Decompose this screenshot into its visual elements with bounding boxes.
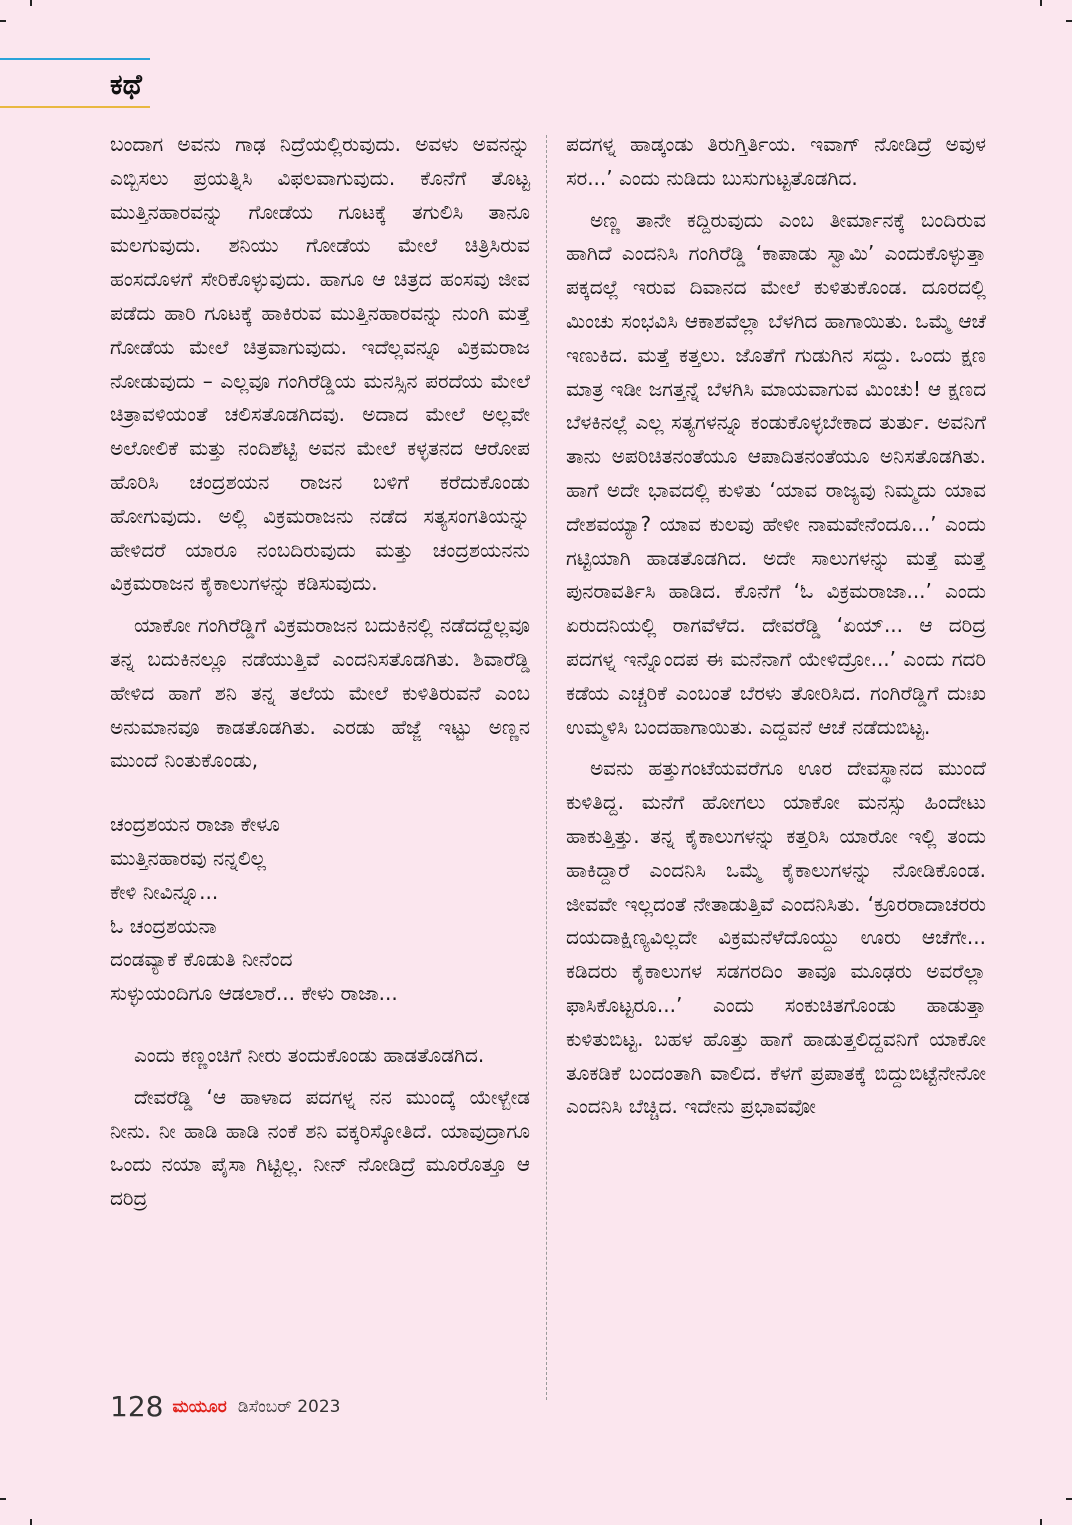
paragraph: ಅಣ್ಣ ತಾನೇ ಕದ್ದಿರುವುದು ಎಂಬ ತೀರ್ಮಾನಕ್ಕೆ ಬಂದಿರುವ ಹಾಗಿದೆ ಎಂದನಿಸಿ ಗಂಗಿರೆಡ್ಡಿ ‘ಕಾಪಾಡು ಸ್ವಾಮಿ’ ಎಂದುಕೊಳ್ಳುತ್ತಾ ಪಕ್ಕದಲ್ಲೆ ಇರುವ ದಿವಾನದ ಮೇಲೆ ಕುಳಿತುಕೊಂಡ. ದೂರದಲ್ಲಿ ಮಿಂಚು ಸಂಭವಿಸಿ ಆಕಾಶವೆಲ್ಲಾ ಬೆಳಗಿದ ಹಾಗಾಯಿತು. ಒಮ್ಮೆ ಆಚೆ ಇಣುಕಿದ. ಮತ್ತೆ ಕತ್ತಲು. ಜೊತೆಗೆ ಗುಡುಗಿನ ಸದ್ದು. ಒಂದು ಕ್ಷಣ ಮಾತ್ರ ಇಡೀ ಜಗತ್ತನ್ನೆ ಬೆಳಗಿಸಿ ಮಾಯವಾಗುವ ಮಿಂಚು! ಆ ಕ್ಷಣದ ಬೆಳಕಿನಲ್ಲೆ ಎಲ್ಲ ಸತ್ಯಗಳನ್ನೂ ಕಂಡುಕೊಳ್ಳಬೇಕಾದ ತುರ್ತು. ಅವನಿಗೆ ತಾನು ಅಪರಿಚಿತನಂತೆಯೂ ಆಪಾದಿತನಂತೆಯೂ ಅನಿಸತೊಡಗಿತು. ಹಾಗೆ ಅದೇ ಭಾವದಲ್ಲಿ ಕುಳಿತು ‘ಯಾವ ರಾಜ್ಯವು ನಿಮ್ಮದು ಯಾವ ದೇಶವಯ್ಯಾ? ಯಾವ ಕುಲವು ಹೇಳೀ ನಾಮವೇನೆಂದೂ...’ ಎಂದು ಗಟ್ಟಿಯಾಗಿ ಹಾಡತೊಡಗಿದ. ಅದೇ ಸಾಲುಗಳನ್ನು ಮತ್ತೆ ಮತ್ತೆ ಪುನರಾವರ್ತಿಸಿ ಹಾಡಿದ. ಕೊನೆಗೆ ‘ಓ ವಿಕ್ರಮರಾಜಾ...’ ಎಂದು ಏರುದನಿಯಲ್ಲಿ ರಾಗವೆಳೆದ. ದೇವರೆಡ್ಡಿ ‘ಏಯ್... ಆ ದರಿದ್ರ ಪದಗಳ್ನ ಇನ್ನೊಂದಪ ಈ ಮನೆನಾಗೆ ಯೇಳಿದ್ರೋ...’ ಎಂದು ಗದರಿ ಕಡೆಯ ಎಚ್ಚರಿಕೆ ಎಂಬಂತೆ ಬೆರಳು ತೋರಿಸಿದ. ಗಂಗಿರೆಡ್ಡಿಗೆ ದುಃಖ ಉಮ್ಮಳಿಸಿ ಬಂದಹಾಗಾಯಿತು. ಎದ್ದವನೆ ಆಚೆ ನಡೆದುಬಿಟ್ಟ. (566, 207, 986, 739)
crop-mark (1040, 0, 1042, 6)
crop-mark (1040, 1519, 1042, 1525)
crop-mark (1066, 20, 1072, 22)
verse-line: ದಂಡವ್ಯಾಕೆ ಕೊಡುತಿ ನೀನೆಂದ (110, 947, 293, 972)
page-number: 128 (110, 1390, 164, 1423)
section-title: ಕಥೆ (110, 68, 142, 101)
paragraph: ಅವನು ಹತ್ತುಗಂಟೆಯವರೆಗೂ ಊರ ದೇವಸ್ಥಾನದ ಮುಂದೆ ಕುಳಿತಿದ್ದ. ಮನೆಗೆ ಹೋಗಲು ಯಾಕೋ ಮನಸ್ಸು ಹಿಂದೇಟು ಹಾಕುತ್ತಿತ್ತು. ತನ್ನ ಕೈಕಾಲುಗಳನ್ನು ಕತ್ತರಿಸಿ ಯಾರೋ ಇಲ್ಲಿ ತಂದು ಹಾಕಿದ್ದಾರೆ ಎಂದನಿಸಿ ಒಮ್ಮೆ ಕೈಕಾಲುಗಳನ್ನು ನೋಡಿಕೊಂಡ. ಜೀವವೇ ಇಲ್ಲದಂತೆ ನೇತಾಡುತ್ತಿವೆ ಎಂದನಿಸಿತು. ‘ಕ್ರೂರರಾದಾಚರರು ದಯದಾಕ್ಷಿಣ್ಯವಿಲ್ಲದೇ ವಿಕ್ರಮನೆಳೆದೊಯ್ದು ಊರು ಆಚೆಗೇ... ಕಡಿದರು ಕೈಕಾಲುಗಳ ಸಡಗರದಿಂ ತಾವೂ ಮೂಢರು ಅವರೆಲ್ಲಾ ಫಾಸಿಕೊಟ್ಟರೂ...’ ಎಂದು ಸಂಕುಚಿತಗೊಂಡು ಹಾಡುತ್ತಾ ಕುಳಿತುಬಿಟ್ಟ. ಬಹಳ ಹೊತ್ತು ಹಾಗೆ ಹಾಡುತ್ತಲಿದ್ದವನಿಗೆ ಯಾಕೋ ತೂಕಡಿಕೆ ಬಂದಂತಾಗಿ ವಾಲಿದ. ಕೆಳಗೆ ಪ್ರಪಾತಕ್ಕೆ ಬಿದ್ದುಬಿಟ್ಟೆನೇನೋ ಎಂದನಿಸಿ ಬೆಚ್ಚಿದ. ಇದೇನು ಪ್ರಭಾವವೋ (566, 756, 986, 1119)
column-divider (546, 135, 547, 1400)
section-header (0, 58, 150, 110)
crop-mark (30, 0, 32, 6)
crop-mark (1066, 1498, 1072, 1500)
verse-line: ಕೇಳಿ ನೀವಿನ್ನೂ... (110, 879, 219, 904)
issue-date: ಡಿಸೆಂಬರ್ 2023 (237, 1396, 341, 1417)
paragraph: ದೇವರೆಡ್ಡಿ ‘ಆ ಹಾಳಾದ ಪದಗಳ್ನ ನನ ಮುಂದ್ಕೆ ಯೇಳ್ಬೇಡ ನೀನು. ನೀ ಹಾಡಿ ಹಾಡಿ ನಂಕೆ ಶನಿ ವಕ್ಕರಿಸ್ಕೋತಿದೆ. ಯಾವುದ್ರಾಗೂ ಒಂದು ನಯಾ ಪೈಸಾ ಗಿಟ್ಟಿಲ್ಲ. ನೀನ್ ನೋಡಿದ್ರೆ ಮೂರೊತ್ತೂ ಆ ದರಿದ್ರ (110, 1084, 530, 1211)
paragraph: ಯಾಕೋ ಗಂಗಿರೆಡ್ಡಿಗೆ ವಿಕ್ರಮರಾಜನ ಬದುಕಿನಲ್ಲಿ ನಡೆದದ್ದೆಲ್ಲವೂ ತನ್ನ ಬದುಕಿನಲ್ಲೂ ನಡೆಯುತ್ತಿವೆ ಎಂದನಿಸತೊಡಗಿತು. ಶಿವಾರೆಡ್ಡಿ ಹೇಳಿದ ಹಾಗೆ ಶನಿ ತನ್ನ ತಲೆಯ ಮೇಲೆ ಕುಳಿತಿರುವನೆ ಎಂಬ ಅನುಮಾನವೂ ಕಾಡತೊಡಗಿತು. ಎರಡು ಹೆಜ್ಜೆ ಇಟ್ಟು ಅಣ್ಣನ ಮುಂದೆ ನಿಂತುಕೊಂಡು, (110, 613, 530, 773)
verse-line: ಚಂದ್ರಶಯನ ರಾಜಾ ಕೇಳೂ (110, 812, 280, 837)
paragraph: ಪದಗಳ್ನ ಹಾಡ್ಕಂಡು ತಿರುಗ್ತಿರ್ತಿಯ. ಇವಾಗ್ ನೋಡಿದ್ರೆ ಅವುಳ ಸರ...’ ಎಂದು ನುಡಿದು ಬುಸುಗುಟ್ಟತೊಡಗಿದ. (566, 132, 986, 190)
left-column (110, 128, 530, 1216)
section-rule-bottom (0, 106, 150, 108)
verse-line: ಸುಳ್ಳುಯಂದಿಗೂ ಆಡಲಾರೆ... ಕೇಳು ರಾಜಾ... (110, 981, 398, 1006)
crop-mark (0, 20, 6, 22)
crop-mark (30, 1519, 32, 1525)
paragraph: ಎಂದು ಕಣ್ಣಂಚಿಗೆ ನೀರು ತಂದುಕೊಂಡು ಹಾಡತೊಡಗಿದ. (134, 1042, 485, 1067)
verse-line: ಓ ಚಂದ್ರಶಯನಾ (110, 913, 217, 938)
song-verse (110, 808, 530, 1011)
magazine-logo: ಮಯೂರ (172, 1396, 227, 1417)
verse-line: ಮುತ್ತಿನಹಾರವು ನನ್ನಲಿಲ್ಲ (110, 845, 266, 870)
crop-mark (0, 1498, 6, 1500)
page-footer (110, 1390, 341, 1430)
right-column (566, 128, 986, 1124)
section-rule-top (0, 58, 150, 60)
paragraph: ಬಂದಾಗ ಅವನು ಗಾಢ ನಿದ್ರೆಯಲ್ಲಿರುವುದು. ಅವಳು ಅವನನ್ನು ಎಬ್ಬಿಸಲು ಪ್ರಯತ್ನಿಸಿ ವಿಫಲವಾಗುವುದು. ಕೊನೆಗೆ ತೊಟ್ಟ ಮುತ್ತಿನಹಾರವನ್ನು ಗೋಡೆಯ ಗೂಟಕ್ಕೆ ತಗುಲಿಸಿ ತಾನೂ ಮಲಗುವುದು. ಶನಿಯು ಗೋಡೆಯ ಮೇಲೆ ಚಿತ್ರಿಸಿರುವ ಹಂಸದೊಳಗೆ ಸೇರಿಕೊಳ್ಳುವುದು. ಹಾಗೂ ಆ ಚಿತ್ರದ ಹಂಸವು ಜೀವ ಪಡೆದು ಹಾರಿ ಗೂಟಕ್ಕೆ ಹಾಕಿರುವ ಮುತ್ತಿನಹಾರವನ್ನು ನುಂಗಿ ಮತ್ತೆ ಗೋಡೆಯ ಮೇಲೆ ಚಿತ್ರವಾಗುವುದು. ಇದೆಲ್ಲವನ್ನೂ ವಿಕ್ರಮರಾಜ ನೋಡುವುದು – ಎಲ್ಲವೂ ಗಂಗಿರೆಡ್ಡಿಯ ಮನಸ್ಸಿನ ಪರದೆಯ ಮೇಲೆ ಚಿತ್ರಾವಳಿಯಂತೆ ಚಲಿಸತೊಡಗಿದವು. ಅದಾದ ಮೇಲೆ ಅಲ್ಲವೇ ಅಲೋಲಿಕೆ ಮತ್ತು ನಂದಿಶೆಟ್ಟಿ ಅವನ ಮೇಲೆ ಕಳ್ಳತನದ ಆರೋಪ ಹೊರಿಸಿ ಚಂದ್ರಶಯನ ರಾಜನ ಬಳಿಗೆ ಕರೆದುಕೊಂಡು ಹೋಗುವುದು. ಅಲ್ಲಿ ವಿಕ್ರಮರಾಜನು ನಡೆದ ಸತ್ಯಸಂಗತಿಯನ್ನು ಹೇಳಿದರೆ ಯಾರೂ ನಂಬದಿರುವುದು ಮತ್ತು ಚಂದ್ರಶಯನನು ವಿಕ್ರಮರಾಜನ ಕೈಕಾಲುಗಳನ್ನು ಕಡಿಸುವುದು. (110, 132, 530, 596)
